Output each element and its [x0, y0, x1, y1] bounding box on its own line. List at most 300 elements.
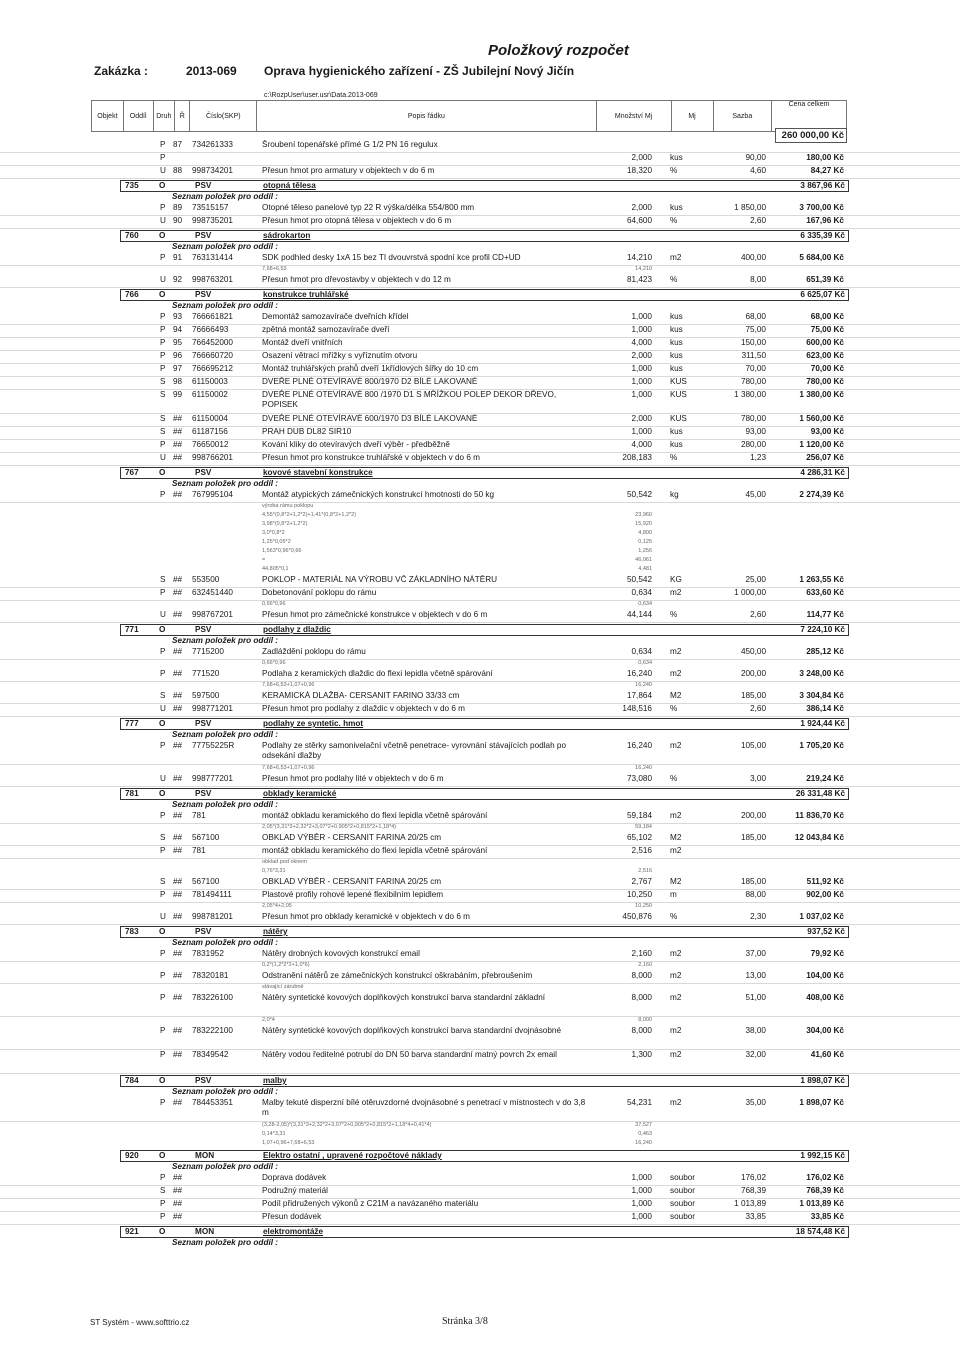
- item-type: U: [160, 275, 166, 284]
- item-code: 781: [192, 846, 206, 855]
- section-group: PSV: [195, 468, 212, 477]
- section-total: 4 286,31 Kč: [800, 468, 845, 477]
- item-type: P: [160, 647, 166, 656]
- item-type: P: [160, 312, 166, 321]
- item-type: P: [160, 993, 166, 1002]
- item-unit: kus: [670, 203, 683, 212]
- item-rate: 32,00: [745, 1050, 766, 1059]
- section-header-row: [120, 1226, 849, 1238]
- item-rate: 768,39: [740, 1186, 766, 1195]
- col-mnozstvi: Množství Mj: [596, 101, 671, 132]
- item-row: [0, 704, 960, 717]
- items-heading-label: Seznam položek pro oddíl :: [172, 479, 278, 488]
- footer-software: ST Systém - www.softtrio.cz: [90, 1318, 190, 1327]
- item-type: S: [160, 427, 166, 436]
- section-total: 6 335,39 Kč: [800, 231, 845, 240]
- item-description: Přesun hmot pro armatury v objektech v do 6 m: [262, 166, 435, 175]
- item-description: Osazení větrací mřížky s vyříznutím otvoru: [262, 351, 418, 360]
- note-value: 10,250: [635, 903, 652, 909]
- item-row: [0, 453, 960, 466]
- item-code: 781494111: [192, 890, 232, 899]
- note-formula: 7,68+6,53+1,07+0,96: [262, 682, 315, 688]
- item-total: 12 043,84 Kč: [794, 833, 844, 842]
- item-code: 998734201: [192, 166, 233, 175]
- footer-page-number: Stránka 3/8: [442, 1316, 488, 1327]
- item-unit: m2: [670, 993, 682, 1002]
- item-row: [0, 949, 960, 962]
- item-unit: kg: [670, 490, 679, 499]
- item-rate: 13,00: [745, 971, 766, 980]
- item-rate: 2,60: [750, 610, 766, 619]
- note-value: 59,184: [635, 824, 652, 830]
- note-value: 0,634: [638, 660, 652, 666]
- item-unit: %: [670, 912, 678, 921]
- item-rate: 311,50: [741, 351, 766, 360]
- item-row: [0, 1098, 960, 1122]
- item-number: ##: [173, 1098, 183, 1107]
- item-type: U: [160, 912, 166, 921]
- section-code: 784: [125, 1076, 139, 1085]
- item-code: 76650012: [192, 440, 229, 449]
- item-row: [0, 774, 960, 787]
- item-number: ##: [173, 414, 183, 423]
- item-code: 61187156: [192, 427, 228, 436]
- item-row: [0, 153, 960, 166]
- item-unit: kus: [670, 364, 683, 373]
- section-name: konstrukce truhlářské: [263, 290, 349, 299]
- item-rate: 25,00: [745, 575, 766, 584]
- col-objekt: Objekt: [92, 101, 124, 132]
- note-value: 46,061: [635, 557, 652, 563]
- item-quantity: 81,423: [626, 275, 652, 284]
- items-heading-label: Seznam položek pro oddíl :: [172, 242, 278, 251]
- item-description: Podlahy ze stěrky samonivelační včetně penetrace- vyrovnání stávajících podlah po odsekání dlažby: [262, 741, 567, 760]
- item-unit: m2: [670, 949, 682, 958]
- item-rate: 68,00: [745, 312, 766, 321]
- item-number: ##: [173, 453, 183, 462]
- item-quantity: 4,000: [631, 440, 652, 449]
- item-total: 633,60 Kč: [806, 588, 844, 597]
- item-description: Přesun hmot pro podlahy lité v objektech v do 6 m: [262, 774, 444, 783]
- item-total: 408,00 Kč: [806, 993, 844, 1002]
- item-unit: m2: [670, 1098, 682, 1107]
- item-quantity: 2,000: [631, 351, 652, 360]
- section-group: PSV: [195, 231, 212, 240]
- section-name: sádrokarton: [263, 231, 311, 240]
- item-quantity: 59,184: [626, 811, 652, 820]
- section-header-row: [120, 788, 849, 800]
- item-rate: 176,02: [740, 1173, 766, 1182]
- item-code: 781: [192, 811, 206, 820]
- item-unit: m2: [670, 971, 682, 980]
- item-quantity: 1,000: [631, 390, 652, 399]
- item-number: 95: [173, 338, 183, 347]
- item-quantity: 50,542: [626, 575, 652, 584]
- items-heading-label: Seznam položek pro oddíl :: [172, 1238, 278, 1247]
- item-quantity: 1,000: [631, 1212, 652, 1221]
- item-description: Šroubení topenářské přímé G 1/2 PN 16 regulux: [262, 140, 438, 149]
- item-description: Podružný materiál: [262, 1186, 328, 1195]
- item-row: [0, 377, 960, 390]
- item-code: 998781201: [192, 912, 233, 921]
- item-type: U: [160, 453, 166, 462]
- col-cena: Cena celkem: [772, 101, 847, 132]
- note-formula: obklad pod oknem: [262, 859, 307, 865]
- item-row: [0, 140, 960, 153]
- item-number: ##: [173, 912, 183, 921]
- item-description: Nátěry syntetické kovových doplňkových konstrukcí barva standardní dvojnásobné: [262, 1026, 562, 1035]
- item-quantity: 1,000: [631, 364, 652, 373]
- items-heading-label: Seznam položek pro oddíl :: [172, 192, 278, 201]
- col-popis: Popis řádku: [257, 101, 597, 132]
- item-number: 89: [173, 203, 183, 212]
- note-formula: 4,55*(0,8*2+1,2*2)+1,41*(0,8*2+1,2*2): [262, 512, 357, 518]
- item-rate: 185,00: [740, 691, 766, 700]
- item-total: 304,00 Kč: [806, 1026, 844, 1035]
- file-path: c:\RozpUser\user.usr\Data.2013-069: [264, 92, 440, 101]
- item-code: 597500: [192, 691, 220, 700]
- item-number: ##: [173, 1026, 183, 1035]
- note-formula: 1,25*0,05*2: [262, 539, 291, 545]
- item-row: [0, 877, 960, 890]
- item-number: ##: [173, 890, 183, 899]
- item-rate: 1 000,00: [734, 588, 766, 597]
- item-unit: M2: [670, 833, 682, 842]
- section-total: 18 574,48 Kč: [795, 1227, 845, 1236]
- item-number: 94: [173, 325, 183, 334]
- item-row: [0, 890, 960, 903]
- item-code: 7831952: [192, 949, 224, 958]
- item-total: 1 705,20 Kč: [799, 741, 844, 750]
- item-type: S: [160, 390, 166, 399]
- calculation-note: [0, 682, 960, 690]
- item-type: S: [160, 833, 166, 842]
- item-type: P: [160, 846, 166, 855]
- item-quantity: 17,864: [626, 691, 652, 700]
- item-number: ##: [173, 1186, 183, 1195]
- item-type: U: [160, 704, 166, 713]
- section-type: O: [159, 1151, 166, 1160]
- section-code: 767: [125, 468, 139, 477]
- calculation-note: [0, 1131, 960, 1139]
- item-row: [0, 1199, 960, 1212]
- item-code: 61150004: [192, 414, 228, 423]
- section-header-row: [120, 718, 849, 730]
- item-total: 93,00 Kč: [810, 427, 844, 436]
- item-rate: 35,00: [745, 1098, 766, 1107]
- section-name: otopná tělesa: [263, 181, 316, 190]
- item-quantity: 73,080: [626, 774, 652, 783]
- item-description: Malby tekuté disperzní bílé otěruvzdorné dvojnásobné s penetrací v místnostech v do 3,8 m: [262, 1098, 586, 1117]
- section-total: 1 924,44 Kč: [800, 719, 845, 728]
- item-code: 78320181: [192, 971, 229, 980]
- item-type: U: [160, 774, 166, 783]
- col-oddil: Oddíl: [123, 101, 153, 132]
- item-number: ##: [173, 774, 183, 783]
- item-rate: 88,00: [745, 890, 766, 899]
- item-total: 1 013,89 Kč: [799, 1199, 844, 1208]
- calculation-note: [0, 984, 960, 992]
- section-group: PSV: [195, 1076, 212, 1085]
- item-type: P: [160, 140, 166, 149]
- item-code: 567100: [192, 877, 220, 886]
- item-unit: m2: [670, 1026, 682, 1035]
- item-quantity: 1,000: [631, 427, 652, 436]
- item-description: Přesun hmot pro podlahy z dlaždic v objektech v do 6 m: [262, 704, 465, 713]
- item-number: ##: [173, 993, 183, 1002]
- item-description: Přesun hmot pro dřevostavby v objektech v do 12 m: [262, 275, 451, 284]
- calculation-note: [0, 503, 960, 511]
- section-code: 777: [125, 719, 139, 728]
- calculation-note: [0, 266, 960, 274]
- item-quantity: 1,000: [631, 1199, 652, 1208]
- item-rate: 2,60: [750, 704, 766, 713]
- item-total: 176,02 Kč: [806, 1173, 844, 1182]
- item-description: Přesun hmot pro obklady keramické v objektech v do 6 m: [262, 912, 470, 921]
- item-unit: %: [670, 453, 678, 462]
- item-description: Přesun dodávek: [262, 1212, 322, 1221]
- section-header-row: [120, 1150, 849, 1162]
- item-number: ##: [173, 1173, 183, 1182]
- section-header-row: [120, 467, 849, 479]
- section-items-heading: [0, 730, 960, 740]
- calculation-note: [0, 566, 960, 574]
- section-name: elektromontáže: [263, 1227, 324, 1236]
- section-header-row: [120, 926, 849, 938]
- item-code: 767995104: [192, 490, 233, 499]
- item-code: 553500: [192, 575, 220, 584]
- item-code: 61150002: [192, 390, 228, 399]
- item-number: ##: [173, 427, 183, 436]
- item-type: P: [160, 153, 166, 162]
- item-number: ##: [173, 704, 183, 713]
- item-row: [0, 166, 960, 179]
- item-rate: 450,00: [740, 647, 766, 656]
- item-type: P: [160, 669, 166, 678]
- item-type: P: [160, 1098, 166, 1107]
- item-total: 1 560,00 Kč: [799, 414, 844, 423]
- item-row: [0, 993, 960, 1017]
- item-unit: soubor: [670, 1173, 696, 1182]
- item-quantity: 16,240: [626, 741, 652, 750]
- col-sazba: Sazba: [713, 101, 771, 132]
- section-type: O: [159, 927, 166, 936]
- item-total: 41,60 Kč: [810, 1050, 844, 1059]
- section-header-row: [120, 289, 849, 301]
- items-heading-label: Seznam položek pro oddíl :: [172, 636, 278, 645]
- item-number: ##: [173, 669, 183, 678]
- item-total: 3 248,00 Kč: [799, 669, 844, 678]
- col-cislo: Číslo(SKP): [190, 101, 257, 132]
- item-rate: 150,00: [740, 338, 766, 347]
- item-type: P: [160, 741, 166, 750]
- item-total: 75,00 Kč: [810, 325, 844, 334]
- item-type: P: [160, 325, 166, 334]
- item-description: montáž obkladu keramického do flexi lepidla včetně spárování: [262, 811, 488, 820]
- calculation-note: [0, 557, 960, 565]
- section-items-heading: [0, 938, 960, 948]
- item-number: ##: [173, 741, 183, 750]
- calculation-note: [0, 530, 960, 538]
- item-number: ##: [173, 440, 183, 449]
- section-code: 735: [125, 181, 139, 190]
- item-row: [0, 440, 960, 453]
- items-heading-label: Seznam položek pro oddíl :: [172, 1162, 278, 1171]
- note-value: 16,240: [635, 765, 652, 771]
- item-unit: m2: [670, 588, 682, 597]
- items-heading-label: Seznam položek pro oddíl :: [172, 938, 278, 947]
- note-value: 16,240: [635, 1140, 652, 1146]
- item-quantity: 1,000: [631, 1173, 652, 1182]
- item-number: 91: [173, 253, 183, 262]
- item-type: S: [160, 414, 166, 423]
- item-total: 386,14 Kč: [806, 704, 844, 713]
- item-type: P: [160, 971, 166, 980]
- item-code: 61150003: [192, 377, 228, 386]
- calculation-note: [0, 548, 960, 556]
- item-number: ##: [173, 575, 183, 584]
- item-unit: kus: [670, 440, 683, 449]
- item-number: ##: [173, 1050, 183, 1059]
- item-code: 998735201: [192, 216, 233, 225]
- item-quantity: 1,000: [631, 312, 652, 321]
- item-total: 3 700,00 Kč: [799, 203, 844, 212]
- item-rate: 280,00: [740, 440, 766, 449]
- item-type: P: [160, 253, 166, 262]
- section-type: O: [159, 468, 166, 477]
- item-type: S: [160, 575, 166, 584]
- items-heading-label: Seznam položek pro oddíl :: [172, 730, 278, 739]
- item-quantity: 8,000: [631, 993, 652, 1002]
- column-header-table: [91, 100, 847, 132]
- item-rate: 70,00: [745, 364, 766, 373]
- item-type: P: [160, 490, 166, 499]
- item-description: POKLOP - MATERIÁL NA VÝROBU VČ ZÁKLADNÍHO NÁTĚRU: [262, 575, 498, 584]
- section-header-row: [120, 1075, 849, 1087]
- note-formula: výroba rámu poklopu: [262, 503, 314, 509]
- calculation-note: [0, 824, 960, 832]
- item-description: Nátěry vodou ředitelné potrubí do DN 50 barva standardní matný povrch 2x email: [262, 1050, 557, 1059]
- item-description: DVEŘE PLNÉ OTEVÍRAVÉ 800 /1970 D1 S MŘÍŽKOU POLEP DEKOR DŘEVO, POPISEK: [262, 390, 557, 409]
- section-code: 766: [125, 290, 139, 299]
- item-code: 771520: [192, 669, 220, 678]
- item-type: P: [160, 351, 166, 360]
- calculation-note: [0, 859, 960, 867]
- item-type: P: [160, 1199, 166, 1208]
- section-items-heading: [0, 1162, 960, 1172]
- item-unit: %: [670, 774, 678, 783]
- item-quantity: 44,144: [626, 610, 652, 619]
- item-number: 99: [173, 390, 183, 399]
- item-unit: m: [670, 890, 677, 899]
- item-unit: soubor: [670, 1199, 696, 1208]
- section-type: O: [159, 1076, 166, 1085]
- item-rate: 105,00: [740, 741, 766, 750]
- item-number: ##: [173, 691, 183, 700]
- item-row: [0, 338, 960, 351]
- note-formula: 2,0*4: [262, 1017, 275, 1023]
- item-description: Nátěry drobných kovových konstrukcí email: [262, 949, 420, 958]
- item-code: 78349542: [192, 1050, 229, 1059]
- item-quantity: 54,231: [626, 1098, 652, 1107]
- item-number: 92: [173, 275, 183, 284]
- item-type: P: [160, 1050, 166, 1059]
- item-description: Plastové profily rohové lepené flexibilním lepidlem: [262, 890, 444, 899]
- section-items-heading: [0, 479, 960, 489]
- item-description: Demontáž samozavírače dveřních křídel: [262, 312, 409, 321]
- note-formula: 3,98*(0,8*2+1,2*2): [262, 521, 308, 527]
- item-unit: %: [670, 216, 678, 225]
- note-value: 4,800: [638, 530, 652, 536]
- item-row: [0, 364, 960, 377]
- item-total: 600,00 Kč: [806, 338, 844, 347]
- item-number: 93: [173, 312, 183, 321]
- item-row: [0, 971, 960, 984]
- calculation-note: [0, 903, 960, 911]
- note-value: 2,516: [638, 868, 652, 874]
- item-number: ##: [173, 1199, 183, 1208]
- contract-label: Zakázka :: [94, 64, 149, 78]
- note-value: 4,481: [638, 566, 652, 572]
- item-quantity: 1,300: [631, 1050, 652, 1059]
- calculation-note: [0, 962, 960, 970]
- section-items-heading: [0, 636, 960, 646]
- section-total: 3 867,96 Kč: [800, 181, 845, 190]
- item-code: 76666493: [192, 325, 229, 334]
- item-type: P: [160, 811, 166, 820]
- section-type: O: [159, 719, 166, 728]
- item-total: 1 037,02 Kč: [799, 912, 844, 921]
- calculation-note: [0, 660, 960, 668]
- section-type: O: [159, 231, 166, 240]
- item-description: Kování kliky do otevíravých dveří výběr - předběžně: [262, 440, 450, 449]
- section-group: PSV: [195, 181, 212, 190]
- item-row: [0, 427, 960, 440]
- item-unit: m2: [670, 253, 682, 262]
- item-unit: %: [670, 166, 678, 175]
- section-items-heading: [0, 242, 960, 252]
- item-number: 87: [173, 140, 183, 149]
- item-row: [0, 1050, 960, 1074]
- item-number: ##: [173, 949, 183, 958]
- item-row: [0, 253, 960, 266]
- item-type: P: [160, 949, 166, 958]
- item-row: [0, 669, 960, 682]
- item-unit: m2: [670, 846, 682, 855]
- item-description: montáž obkladu keramického do flexi lepidla včetně spárování: [262, 846, 488, 855]
- item-rate: 2,60: [750, 216, 766, 225]
- note-formula: stávající zárubně: [262, 984, 304, 990]
- item-unit: m2: [670, 811, 682, 820]
- item-unit: M2: [670, 877, 682, 886]
- item-description: Doprava dodávek: [262, 1173, 327, 1182]
- item-row: [0, 1173, 960, 1186]
- item-quantity: 18,320: [626, 166, 652, 175]
- item-description: Přesun hmot pro konstrukce truhlářské v objektech v do 6 m: [262, 453, 480, 462]
- item-quantity: 148,516: [622, 704, 652, 713]
- item-quantity: 65,102: [626, 833, 652, 842]
- section-type: O: [159, 789, 166, 798]
- note-formula: 2,05*4+2,05: [262, 903, 292, 909]
- section-name: malby: [263, 1076, 287, 1085]
- item-description: Otopné těleso panelové typ 22 R výška/délka 554/800 mm: [262, 203, 475, 212]
- calculation-note: [0, 601, 960, 609]
- item-unit: %: [670, 610, 678, 619]
- item-type: P: [160, 440, 166, 449]
- note-value: 37,527: [635, 1122, 652, 1128]
- note-formula: 1,07+0,96+7,68+6,53: [262, 1140, 315, 1146]
- item-row: [0, 741, 960, 765]
